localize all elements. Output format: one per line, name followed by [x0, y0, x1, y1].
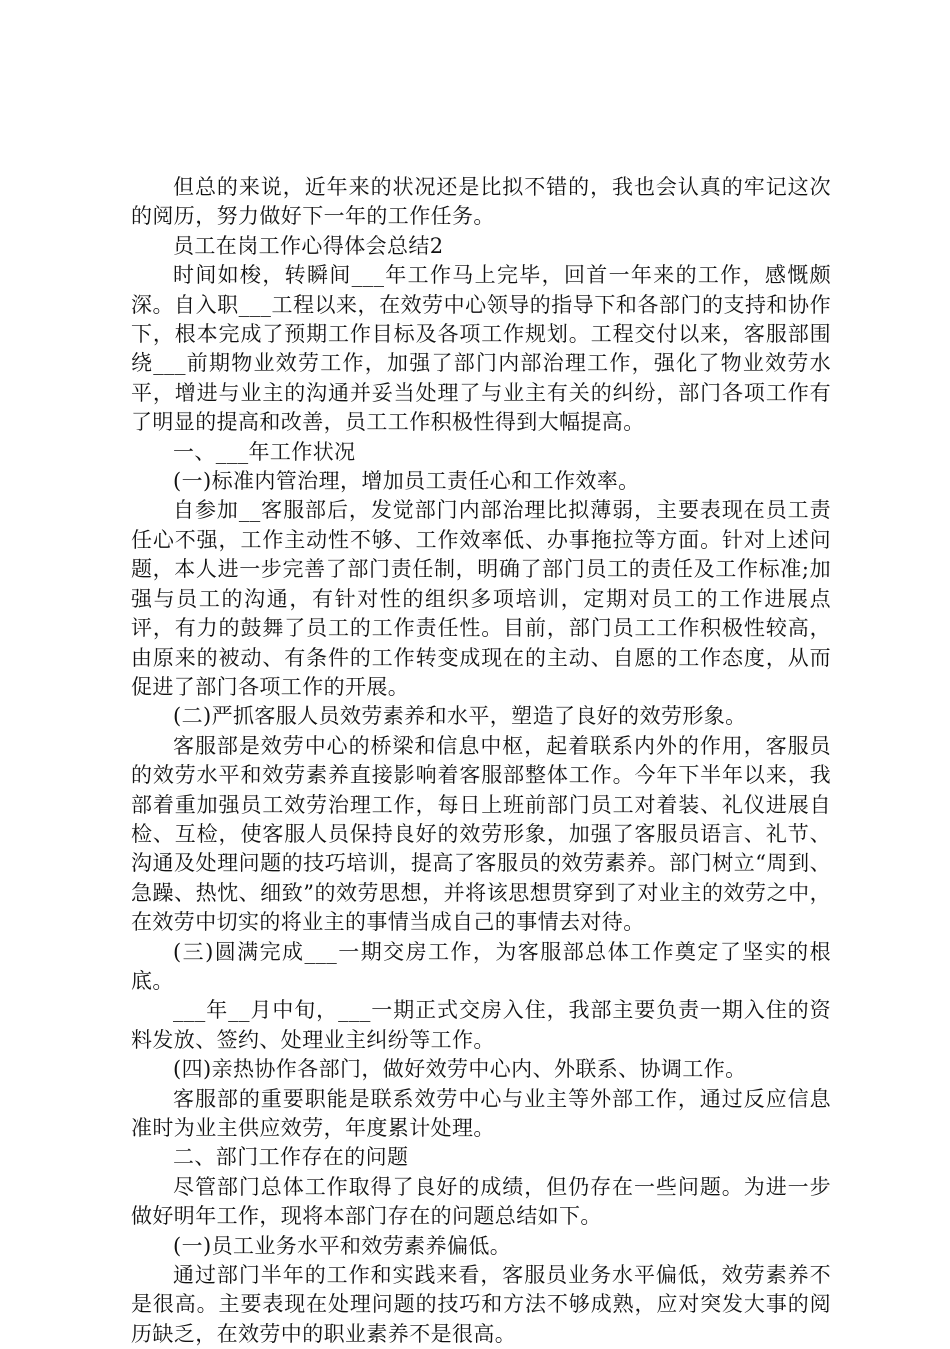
document-body	[131, 173, 831, 1349]
paragraph-intro: 时间如梭，转瞬间___年工作马上完毕，回首一年来的工作，感慨颇深。自入职___工程以来，在效劳中心领导的指导下和各部门的支持和协作下，根本完成了预期工作目标及各项工作规划。工程交付以来，客服部围绕___前期物业效劳工作，加强了部门内部治理工作，强化了物业效劳水平，增进与业主的沟通并妥当处理了与业主有关的纠纷，部门各项工作有了明显的提高和改善，员工工作积极性得到大幅提高。	[131, 263, 831, 435]
section-title: 员工在岗工作心得体会总结2	[173, 233, 444, 258]
paragraph-conclusion: 但总的来说，近年来的状况还是比拟不错的，我也会认真的牢记这次的阅历，努力做好下一年的工作任务。	[131, 175, 831, 229]
subheading-1: (一)标准内管治理，增加员工责任心和工作效率。	[173, 469, 640, 494]
subheading-2: (二)严抓客服人员效劳素养和水平，塑造了良好的效劳形象。	[173, 704, 747, 729]
subheading-4: (四)亲热协作各部门，做好效劳中心内、外联系、协调工作。	[173, 1057, 747, 1082]
paragraph-problem-detail: 通过部门半年的工作和实践来看，客服员业务水平偏低，效劳素养不是很高。主要表现在处理问题的技巧和方法不够成熟，应对突发大事的阅历缺乏，在效劳中的职业素养不是很高。	[131, 1263, 831, 1346]
paragraph-service: 客服部是效劳中心的桥梁和信息中枢，起着联系内外的作用，客服员的效劳水平和效劳素养直接影响着客服部整体工作。今年下半年以来，我部着重加强员工效劳治理工作，每日上班前部门员工对着装、礼仪进展自检、互检，使客服人员保持良好的效劳形象，加强了客服员语言、礼节、沟通及处理问题的技巧培训，提高了客服员的效劳素养。部门树立“周到、急躁、热忱、细致”的效劳思想，并将该思想贯穿到了对业主的效劳之中，在效劳中切实的将业主的事情当成自己的事情去对待。	[131, 733, 831, 935]
paragraph-handover: ___年__月中旬，___一期正式交房入住，我部主要负责一期入住的资料发放、签约、处理业主纠纷等工作。	[131, 998, 831, 1052]
subheading-3: (三)圆满完成___一期交房工作，为客服部总体工作奠定了坚实的根底。	[131, 939, 831, 993]
paragraph-coordination: 客服部的重要职能是联系效劳中心与业主等外部工作，通过反应信息准时为业主供应效劳，年度累计处理。	[131, 1086, 831, 1140]
paragraph-management: 自参加__客服部后，发觉部门内部治理比拟薄弱，主要表现在员工责任心不强，工作主动性不够、工作效率低、办事拖拉等方面。针对上述问题，本人进一步完善了部门责任制，明确了部门员工的责任及工作标准;加强与员工的沟通，有针对性的组织多项培训，定期对员工的工作进展点评，有力的鼓舞了员工的工作责任性。目前，部门员工工作积极性较高，由原来的被动、有条件的工作转变成现在的主动、自愿的工作态度，从而促进了部门各项工作的开展。	[131, 498, 831, 699]
paragraph-problems-intro: 尽管部门总体工作取得了良好的成绩，但仍存在一些问题。为进一步做好明年工作，现将本部门存在的问题总结如下。	[131, 1174, 831, 1229]
heading-problems: 二、部门工作存在的问题	[173, 1145, 409, 1170]
subheading-problem-1: (一)员工业务水平和效劳素养偏低。	[173, 1233, 512, 1258]
heading-work-status: 一、___年工作状况	[173, 439, 356, 464]
